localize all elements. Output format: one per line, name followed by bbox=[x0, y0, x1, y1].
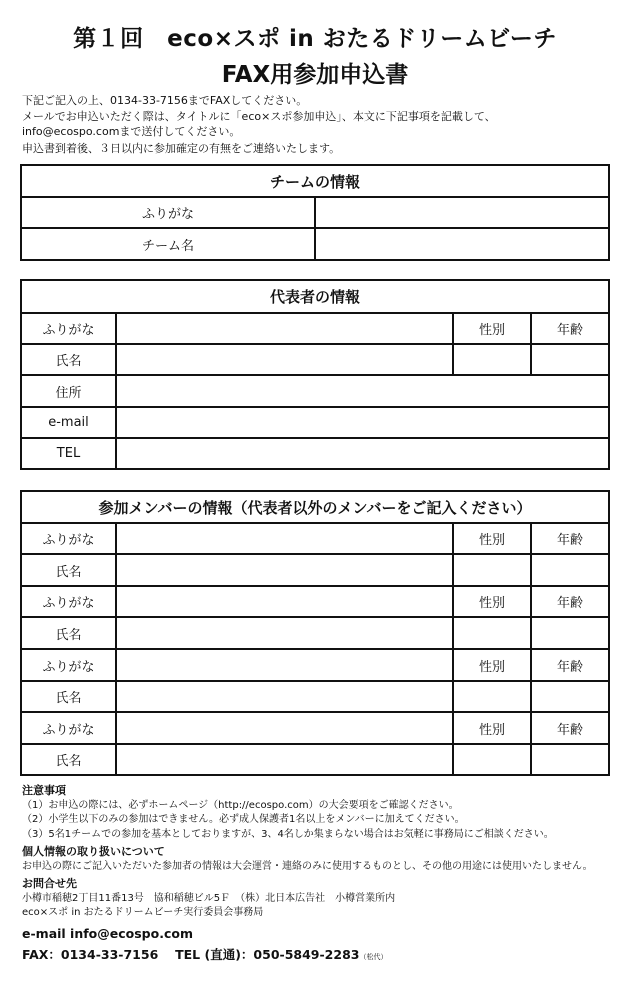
team-info-table bbox=[20, 164, 610, 261]
rep-furigana-label: ふりがな bbox=[21, 313, 116, 344]
member-gender-field[interactable] bbox=[453, 554, 531, 586]
member-name-label: 氏名 bbox=[21, 554, 116, 586]
rep-tel-field[interactable] bbox=[116, 438, 609, 469]
members-info-heading: 参加メンバーの情報（代表者以外のメンバーをご記入ください） bbox=[21, 491, 609, 523]
instructions bbox=[22, 93, 622, 156]
member-furigana-label: ふりがな bbox=[21, 712, 116, 744]
member-gender-label: 性別 bbox=[453, 523, 531, 554]
member-age-label: 年齢 bbox=[531, 712, 609, 744]
privacy-heading: 個人情報の取り扱いについて bbox=[22, 845, 165, 858]
representative-info-table bbox=[20, 279, 610, 470]
member-name-label: 氏名 bbox=[21, 681, 116, 712]
rep-age-field[interactable] bbox=[531, 344, 609, 375]
member-furigana-field[interactable] bbox=[116, 649, 453, 681]
member-age-label: 年齢 bbox=[531, 586, 609, 617]
member-name-field[interactable] bbox=[116, 617, 453, 649]
team-name-label: チーム名 bbox=[21, 228, 315, 260]
rep-furigana-field[interactable] bbox=[116, 313, 453, 344]
member-age-label: 年齢 bbox=[531, 649, 609, 681]
member-furigana-label: ふりがな bbox=[21, 649, 116, 681]
rep-age-label: 年齢 bbox=[531, 313, 609, 344]
member-age-field[interactable] bbox=[531, 681, 609, 712]
member-gender-field[interactable] bbox=[453, 744, 531, 775]
members-info-table bbox=[20, 490, 610, 776]
member-gender-field[interactable] bbox=[453, 681, 531, 712]
notes-section bbox=[22, 784, 622, 968]
member-gender-label: 性別 bbox=[453, 649, 531, 681]
member-name-field[interactable] bbox=[116, 744, 453, 775]
rep-gender-label: 性別 bbox=[453, 313, 531, 344]
privacy-text: お申込の際にご記入いただいた参加者の情報は大会運営・連絡のみに使用するものとし、その他の用途には使用いたしません。 bbox=[22, 860, 593, 872]
member-name-field[interactable] bbox=[116, 554, 453, 586]
team-info-heading: チームの情報 bbox=[21, 165, 609, 197]
member-furigana-label: ふりがな bbox=[21, 523, 116, 554]
contact-org: eco×スポ in おたるドリームビーチ実行委員会事務局 bbox=[22, 907, 264, 918]
rep-email-label: e-mail bbox=[21, 407, 116, 438]
member-gender-field[interactable] bbox=[453, 617, 531, 649]
member-name-field[interactable] bbox=[116, 681, 453, 712]
page-title: 第１回 eco×スポ in おたるドリームビーチ bbox=[73, 26, 557, 52]
team-furigana-field[interactable] bbox=[315, 197, 609, 228]
member-age-field[interactable] bbox=[531, 744, 609, 775]
member-furigana-field[interactable] bbox=[116, 523, 453, 554]
member-furigana-field[interactable] bbox=[116, 586, 453, 617]
member-furigana-field[interactable] bbox=[116, 712, 453, 744]
rep-address-label: 住所 bbox=[21, 375, 116, 407]
note-item: （2）小学生以下のみの参加はできません。必ず成人保護者1名以上をメンバーに加えてください。 bbox=[22, 814, 465, 825]
note-item: （1）お申込の際には、必ずホームページ（http://ecospo.com）の大会要項をご確認ください。 bbox=[22, 799, 459, 811]
contact-address: 小樽市稲穂2丁目11番13号 協和稲穂ビル5Ｆ （株）北日本広告社 小樽営業所内 bbox=[22, 892, 396, 904]
page-subtitle: FAX用参加申込書 bbox=[221, 62, 409, 88]
member-age-field[interactable] bbox=[531, 617, 609, 649]
note-item: （3）5名1チームでの参加を基本としておりますが、3、4名しか集まらない場合はお気軽に事務局にご相談ください。 bbox=[22, 828, 554, 840]
member-gender-label: 性別 bbox=[453, 586, 531, 617]
rep-tel-label: TEL bbox=[21, 438, 116, 469]
fax-tel-note: （松代） bbox=[359, 952, 388, 961]
instruction-line: メールでお申込いただく際は、タイトルに「eco×スポ参加申込」、本文に下記事項を記載して、 bbox=[22, 109, 496, 123]
rep-name-field[interactable] bbox=[116, 344, 453, 375]
instruction-line: 下記ご記入の上、0134-33-7156までFAXしてください。 bbox=[22, 94, 308, 107]
member-age-label: 年齢 bbox=[531, 523, 609, 554]
rep-address-field[interactable] bbox=[116, 375, 609, 407]
notes-heading: 注意事項 bbox=[22, 784, 66, 797]
rep-name-label: 氏名 bbox=[21, 344, 116, 375]
rep-info-heading: 代表者の情報 bbox=[21, 280, 609, 313]
rep-email-field[interactable] bbox=[116, 407, 609, 438]
instruction-line: info@ecospo.comまで送付してください。 bbox=[22, 125, 241, 138]
team-furigana-label: ふりがな bbox=[21, 197, 315, 228]
fax-tel-text: FAX：0134-33-7156 TEL (直通)：050-5849-2283 bbox=[22, 946, 360, 962]
team-name-field[interactable] bbox=[315, 228, 609, 260]
member-name-label: 氏名 bbox=[21, 617, 116, 649]
member-gender-label: 性別 bbox=[453, 712, 531, 744]
member-name-label: 氏名 bbox=[21, 744, 116, 775]
contact-email: e-mail info@ecospo.com bbox=[22, 925, 193, 941]
rep-gender-field[interactable] bbox=[453, 344, 531, 375]
instruction-line: 申込書到着後、３日以内に参加確定の有無をご連絡いたします。 bbox=[22, 141, 341, 155]
contact-heading: お問合せ先 bbox=[22, 877, 77, 890]
member-age-field[interactable] bbox=[531, 554, 609, 586]
member-furigana-label: ふりがな bbox=[21, 586, 116, 617]
contact-fax-tel bbox=[22, 944, 622, 968]
